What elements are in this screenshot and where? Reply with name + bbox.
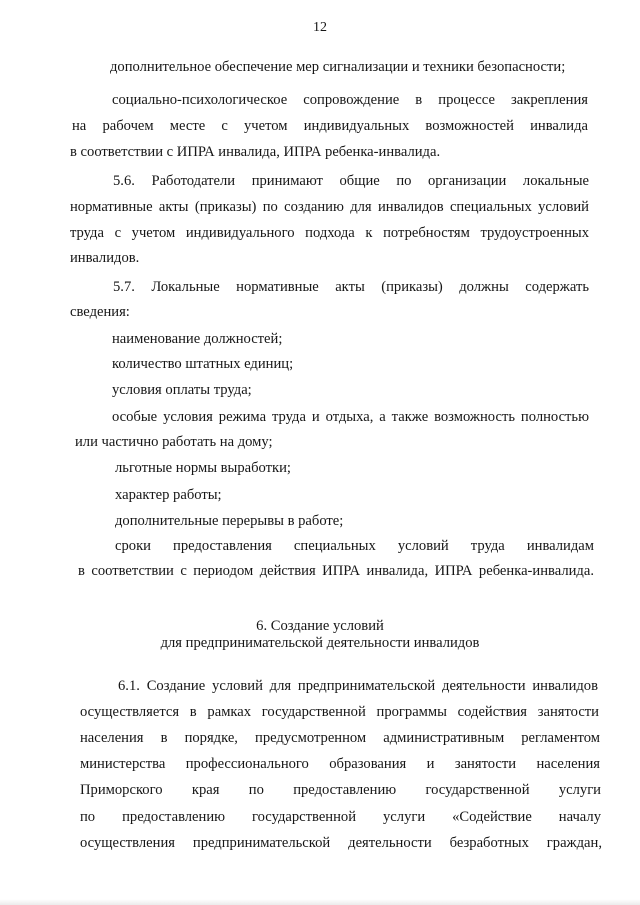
text-line: инвалидов. <box>70 250 140 266</box>
page-number: 12 <box>313 20 327 35</box>
text-line: осуществления предпринимательской деятельности безработных граждан, <box>80 835 602 851</box>
list-item: дополнительные перерывы в работе; <box>115 513 344 529</box>
text-line: населения в порядке, предусмотренном административным регламентом <box>80 730 600 746</box>
text-line: или частично работать на дому; <box>75 434 273 450</box>
list-item: наименование должностей; <box>112 331 283 347</box>
list-item: льготные нормы выработки; <box>115 460 291 476</box>
text-line: министерства профессионального образования и занятости населения <box>80 756 600 772</box>
text-line: нормативные акты (приказы) по созданию для инвалидов специальных условий <box>70 199 589 215</box>
paragraph-5-6-line: 5.6. Работодатели принимают общие по организации локальные <box>113 173 589 189</box>
list-item: количество штатных единиц; <box>112 356 294 372</box>
text-line: сведения: <box>70 304 130 320</box>
text-line: социально-психологическое сопровождение в процессе закрепления <box>112 92 588 108</box>
text-line: дополнительное обеспечение мер сигнализации и техники безопасности; <box>110 59 566 75</box>
text-line: на рабочем месте с учетом индивидуальных возможностей инвалида <box>72 118 588 134</box>
text-line: по предоставлению государственной услуги «Содействие началу <box>80 809 601 825</box>
list-item: характер работы; <box>115 487 222 503</box>
text-line: осуществляется в рамках государственной программы содействия занятости <box>80 704 599 720</box>
text-line: в соответствии с периодом действия ИПРА инвалида, ИПРА ребенка-инвалида. <box>78 563 594 579</box>
list-item: особые условия режима труда и отдыха, а также возможность полностью <box>112 409 589 425</box>
text-line: Приморского края по предоставлению государственной услуги <box>80 782 601 798</box>
section-heading: 6. Создание условий <box>256 618 384 634</box>
text-line: в соответствии с ИПРА инвалида, ИПРА ребенка-инвалида. <box>70 144 441 160</box>
paragraph-5-7-line: 5.7. Локальные нормативные акты (приказы) должны содержать <box>113 279 589 295</box>
page-edge-shadow <box>0 899 640 905</box>
list-item: сроки предоставления специальных условий труда инвалидам <box>115 538 594 554</box>
list-item: условия оплаты труда; <box>112 382 252 398</box>
section-heading: для предпринимательской деятельности инвалидов <box>160 635 480 651</box>
paragraph-6-1-line: 6.1. Создание условий для предпринимательской деятельности инвалидов <box>118 678 598 694</box>
text-line: труда с учетом индивидуального подхода к потребностям трудоустроенных <box>70 225 589 241</box>
